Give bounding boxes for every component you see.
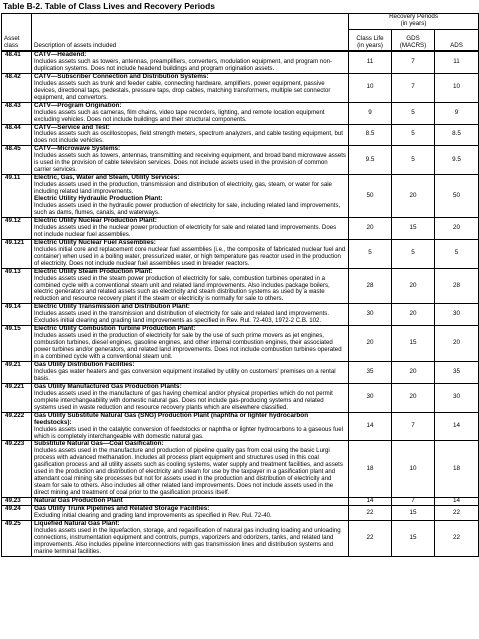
ads-value: 20 [435,326,479,362]
class-life-value: 35 [349,361,392,383]
asset-description [32,520,349,556]
ads-value: 28 [435,268,479,304]
class-life-value: 28 [349,268,392,304]
asset-description-title: Gas Utility Distribution Facilities: [34,360,135,368]
class-life-value: 50 [349,175,392,218]
asset-description [32,383,349,412]
gds-value: 7 [392,73,435,102]
ads-value: 14 [435,498,479,506]
asset-description-text: Includes assets used in the catalytic conversion of feedstocks or naphtha or lighter hydrocarbons to a gaseous fuel which is completely interchangeable with domestic natural gas. [34,425,343,440]
gds-value: 10 [392,441,435,498]
table-row [2,304,479,326]
ads-value: 20 [435,217,479,239]
class-life-header [349,30,392,52]
asset-description-text: Includes assets such as towers, antennas, transmitting and receiving equipment, and broad band microwave assets is used in the provision of cable television services. Does not include assets used in the provision of common carrier services. [34,152,346,174]
table-row [2,383,479,412]
class-lives-table [1,13,479,557]
asset-description [32,441,349,498]
class-life-header-line2: (in years) [357,42,383,50]
asset-description-text: Excluding initial clearing and grading land improvements as specified in Rev. Rul. 72-40. [34,512,272,519]
gds-value: 20 [392,304,435,326]
table-row [2,175,479,218]
gds-value: 20 [392,361,435,383]
asset-description-text: Includes assets used in the production of electricity for sale by the use of such prime movers as jet engines, combustion turbines, diesel engines, gasoline engines, and other internal combustion engines, their associated power turbines and/or generators, and related land improvements. Does not include combustion turbines operated in a combined cycle with a conventional steam unit. [34,332,342,361]
asset-description-title: CATV—Microwave Systems: [34,145,121,153]
class-life-value: 9.5 [349,146,392,175]
asset-description [32,506,349,521]
asset-class-code: 48.45 [2,146,32,175]
table-row [2,51,479,73]
asset-description-text: Includes assets used in the manufacture and production of pipeline quality gas from coal using the basic Lurgi process with advanced methanation. Includes all process plant equipment and structures used in this coal gasification process and all utility assets such as cooling systems, water supply and treatment facilities, and assets used in the production and distribution of electricity and steam for use by the taxpayer in a gasification plant and attendant coal mining site processes but not for assets used in the production and distribution of electricity and steam for sale to others. Also includes all other related land improvements. Does not include assets used in the direct mining and treatment of coal prior to the gasification process itself. [34,447,343,497]
asset-description-title: Liquefied Natural Gas Plant: [34,519,120,527]
asset-class-code: 49.121 [2,239,32,268]
asset-description-text: Includes initial core and replacement core nuclear fuel assemblies (i.e., the composite of fabricated nuclear fuel and container) when used in a boiling water, pressurized water, or high temperature gas reactor used in the production of electricity. Does not include nuclear fuel assemblies used in breader reactors. [34,245,346,267]
asset-description [32,268,349,304]
class-life-value: 30 [349,304,392,326]
asset-description-title: Electric Utility Steam Production Plant: [34,267,153,275]
class-life-value: 14 [349,498,392,506]
ads-value: 18 [435,441,479,498]
table-row [2,412,479,441]
class-life-value: 22 [349,506,392,521]
ads-value: 8.5 [435,124,479,146]
asset-class-header-line2: class [4,42,19,50]
asset-description-title: Electric Utility Hydraulic Production Plant: [34,195,163,203]
asset-description-title: Electric, Gas, Water and Steam, Utility Services: [34,174,180,182]
asset-class-code: 49.11 [2,175,32,218]
asset-description [32,361,349,383]
gds-value: 15 [392,217,435,239]
table-row [2,73,479,102]
gds-value: 5 [392,146,435,175]
ads-value: 14 [435,412,479,441]
ads-value: 11 [435,51,479,73]
asset-description-text: Includes assets such as trunk and feeder cable, connecting hardware, amplifiers, power equipment, passive devices, directional taps, pedestals, pressure taps, drop cables, matching transformers, multiple set connector equipment, and convertors. [34,79,331,101]
ads-value: 30 [435,383,479,412]
ads-value: 22 [435,506,479,521]
gds-value: 5 [392,239,435,268]
gds-value: 20 [392,383,435,412]
asset-description-text: Includes assets used in the production, transmission and distribution of electricity, gas, steam, or water for sale including related land improvements. [34,181,332,196]
asset-description-title: Gas Utility Manufactured Gas Production Plants: [34,382,182,390]
recovery-periods-header-line1: Recovery Periods [389,13,438,20]
gds-value: 15 [392,520,435,556]
asset-description-title: Gas Utility Substitute Natural Gas (SNG) Production Plant (naphtha or lighter hydrocarbon feedstocks): [34,411,309,426]
ads-header: ADS [435,30,479,52]
asset-description-title: Gas Utility Trunk Pipelines and Related Storage Facilities: [34,505,210,513]
asset-description [32,412,349,441]
asset-description-text: Includes assets such as towers, antennas, preamplifiers, converters, modulation equipment, and program non-duplication systems. Does not include headend buildings and program origination assets. [34,57,333,72]
table-row [2,268,479,304]
asset-description-title: Electric Utility Transmission and Distribution Plant: [34,303,190,311]
class-life-value: 5 [349,239,392,268]
asset-class-code: 48.44 [2,124,32,146]
class-life-value: 30 [349,383,392,412]
gds-value: 5 [392,102,435,124]
asset-description [32,51,349,73]
asset-class-code: 49.15 [2,326,32,362]
class-life-value: 22 [349,520,392,556]
class-life-header-line1: Class Life [356,35,384,43]
ads-value: 5 [435,239,479,268]
asset-description [32,239,349,268]
class-life-value: 8.5 [349,124,392,146]
description-header: Description of assets included [32,14,349,52]
asset-description [32,102,349,124]
asset-description-title: CATV—Program Origination: [34,101,122,109]
recovery-periods-header-line2: (in years) [400,19,427,27]
asset-class-code: 49.12 [2,217,32,239]
table-row [2,441,479,498]
gds-header [392,30,435,52]
asset-description-title: Substitute Natural Gas—Coal Gasification: [34,440,164,448]
class-life-value: 11 [349,51,392,73]
asset-description-title: CATV—Subscriber Connection and Distribution Systems: [34,72,209,80]
asset-description-text: Includes assets used in the hydraulic power production of electricity for sale, including related land improvements, such as dams, flumes, canals, and waterways. [34,202,341,216]
asset-class-code: 49.24 [2,506,32,521]
asset-class-code: 49.13 [2,268,32,304]
gds-value: 15 [392,326,435,362]
asset-class-code: 49.21 [2,361,32,383]
ads-value: 9.5 [435,146,479,175]
asset-description [32,146,349,175]
asset-class-code: 48.42 [2,73,32,102]
asset-description [32,217,349,239]
table-row [2,239,479,268]
class-life-value: 20 [349,326,392,362]
asset-class-code: 49.14 [2,304,32,326]
asset-description-title: CATV—Service and Test: [34,123,110,131]
asset-description-text: Includes assets used in the nuclear power production of electricity for sale and related land improvements. Does not include nuclear fuel assemblies. [34,223,337,238]
asset-class-header-line1: Asset [4,35,20,43]
ads-value: 35 [435,361,479,383]
gds-value: 7 [392,51,435,73]
ads-value: 30 [435,304,479,326]
gds-value: 7 [392,498,435,506]
asset-class-header [2,14,32,52]
asset-class-code: 48.41 [2,51,32,73]
class-life-value: 10 [349,73,392,102]
asset-description [32,73,349,102]
table-row [2,326,479,362]
ads-value: 9 [435,102,479,124]
asset-description-text: Includes gas water heaters and gas conversion equipment installed by utility on customers' premises on a rental basis. [34,367,336,382]
asset-description-text: Includes assets used in the liquefaction, storage, and regasification of natural gas including loading and unloading connections, instrumentation equipment and controls, pumps, vaporizers and odorizers, tanks, and related land improvements. Also includes pipeline interconnections with gas transmission lines and distribution systems and marine terminal facilities. [34,526,341,555]
gds-value: 20 [392,268,435,304]
gds-value: 20 [392,175,435,218]
asset-description-title: Electric Utility Combustion Turbine Production Plant: [34,325,196,333]
asset-description-title: Electric Utility Nuclear Fuel Assemblies: [34,238,156,246]
gds-header-line1: GDS [406,35,420,43]
ads-value: 50 [435,175,479,218]
class-life-value: 14 [349,412,392,441]
asset-class-code: 49.25 [2,520,32,556]
table-row [2,102,479,124]
asset-description-title: Electric Utility Nuclear Production Plant: [34,216,157,224]
asset-description-text: Includes assets used in the manufacture of gas having chemical and/or physical properties which do not permit complete interchangeability with domestic natural gas. Does not include gas-producing systems and related systems used in waste reduction and resource recovery plants which are elsewhere classified. [34,389,333,411]
table-row [2,506,479,521]
table-row [2,124,479,146]
table-title: Table B-2. Table of Class Lives and Recovery Periods [3,1,215,11]
class-life-value: 20 [349,217,392,239]
gds-header-line2: (MACRS) [399,42,427,50]
recovery-periods-header [349,14,479,30]
asset-description-text: Includes assets used in the transmission and distribution of electricity for sale and related land improvements. Excludes initial clearing and grading land improvements as specified in Rev. Rul. 72-403, 1972-2 C.B. 102. [34,310,330,325]
asset-description [32,304,349,326]
gds-value: 15 [392,506,435,521]
asset-class-code: 49.222 [2,412,32,441]
gds-value: 7 [392,412,435,441]
ads-value: 10 [435,73,479,102]
table-row [2,217,479,239]
asset-class-code: 49.23 [2,498,32,506]
asset-description-title: Natural Gas Production Plant [34,497,123,505]
ads-value: 22 [435,520,479,556]
asset-class-code: 49.223 [2,441,32,498]
page [1,0,478,557]
asset-description-text: Includes assets used in the steam power production of electricity for sale, combustion turbines operated in a combined cycle with a conventional steam unit and related land improvements. Also includes package boilers, electric generators and related assets such as electricity and steam distribution systems as used by a waste reduction and resource recovery plant if the steam or electricity is normally for sale to others. [34,274,330,303]
table-row [2,361,479,383]
table-row [2,146,479,175]
header-row-1 [2,14,479,30]
class-life-value: 9 [349,102,392,124]
asset-description [32,326,349,362]
asset-description-text: Includes assets such as cameras, film chains, video tape recorders, lighting, and remote location equipment excluding vehicles. Does not include buildings and their structural components. [34,108,325,123]
gds-value: 5 [392,124,435,146]
asset-class-code: 48.43 [2,102,32,124]
asset-description-title: CATV—Headend: [34,51,87,58]
class-life-value: 18 [349,441,392,498]
asset-class-code: 49.221 [2,383,32,412]
asset-description [32,124,349,146]
asset-description [32,175,349,218]
asset-description-text: Includes assets such as oscilloscopes, field strength meters, spectrum analyzers, and cable testing equipment, but does not include vehicles. [34,130,343,145]
table-row [2,520,479,556]
